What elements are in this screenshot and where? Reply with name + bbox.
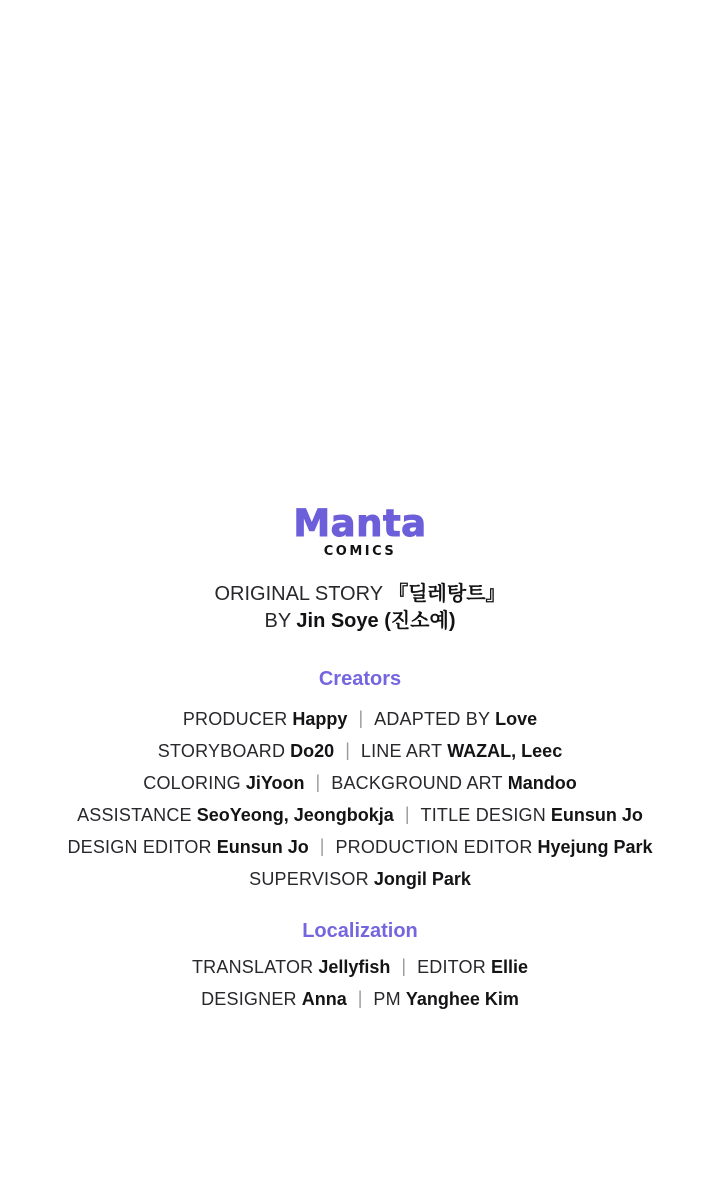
section-heading-creators: Creators — [318, 668, 402, 690]
credit-separator: | — [358, 708, 364, 728]
original-story-label: ORIGINAL STORY — [214, 583, 383, 605]
credit-label: PRODUCER — [182, 709, 288, 729]
brand-subtitle: COMICS — [323, 544, 397, 559]
credit-label: TRANSLATOR — [191, 957, 314, 977]
credit-name: Happy — [292, 709, 348, 729]
manta-logo — [0, 504, 720, 559]
credit-separator: | — [319, 836, 325, 856]
credit-name: Ellie — [490, 957, 528, 977]
credit-label: DESIGNER — [201, 989, 297, 1009]
credit-line — [0, 799, 720, 831]
credit-label: COLORING — [143, 773, 241, 793]
author-name: Jin Soye (진소예) — [296, 610, 456, 632]
credit-label: PM — [373, 989, 401, 1009]
credit-name: Love — [495, 709, 538, 729]
credit-separator: | — [401, 956, 407, 976]
credit-name: Hyejung Park — [537, 837, 653, 857]
author-line — [0, 608, 720, 635]
credit-name: Eunsun Jo — [216, 837, 309, 857]
credit-name: SeoYeong, Jeongbokja — [196, 805, 394, 825]
creators-credits — [0, 703, 720, 895]
credit-line — [0, 983, 720, 1015]
credit-label: LINE ART — [360, 741, 443, 761]
credit-name: Jongil Park — [373, 869, 471, 889]
credit-separator: | — [315, 772, 321, 792]
credit-line — [0, 831, 720, 863]
credit-label: EDITOR — [417, 957, 486, 977]
credit-label: STORYBOARD — [157, 741, 286, 761]
original-story-title: 『딜레탕트』 — [388, 583, 506, 605]
credit-label: PRODUCTION EDITOR — [335, 837, 533, 857]
credit-name: Jellyfish — [318, 957, 391, 977]
credit-name: JiYoon — [245, 773, 305, 793]
credit-label: TITLE DESIGN — [420, 805, 546, 825]
credit-name: Mandoo — [507, 773, 577, 793]
localization-credits — [0, 951, 720, 1015]
original-story-block — [0, 581, 720, 635]
credit-name: Do20 — [290, 741, 335, 761]
credit-line — [0, 767, 720, 799]
section-heading-localization: Localization — [302, 920, 418, 942]
credit-label: DESIGN EDITOR — [67, 837, 212, 857]
original-story-line — [0, 581, 720, 608]
credit-label: ADAPTED BY — [374, 709, 491, 729]
credit-name: Eunsun Jo — [550, 805, 643, 825]
credit-line — [0, 735, 720, 767]
credit-name: Anna — [301, 989, 347, 1009]
credit-label: SUPERVISOR — [249, 869, 369, 889]
credit-label: BACKGROUND ART — [331, 773, 503, 793]
credit-separator: | — [404, 804, 410, 824]
credit-line — [0, 863, 720, 895]
credit-line — [0, 703, 720, 735]
by-label: BY — [264, 610, 291, 632]
credit-line — [0, 951, 720, 983]
credit-separator: | — [345, 740, 350, 760]
credit-label: ASSISTANCE — [77, 805, 192, 825]
credit-name: Yanghee Kim — [405, 989, 519, 1009]
credit-separator: | — [357, 988, 363, 1008]
credit-name: WAZAL, Leec — [447, 741, 563, 761]
brand-wordmark: Manta — [293, 502, 427, 545]
